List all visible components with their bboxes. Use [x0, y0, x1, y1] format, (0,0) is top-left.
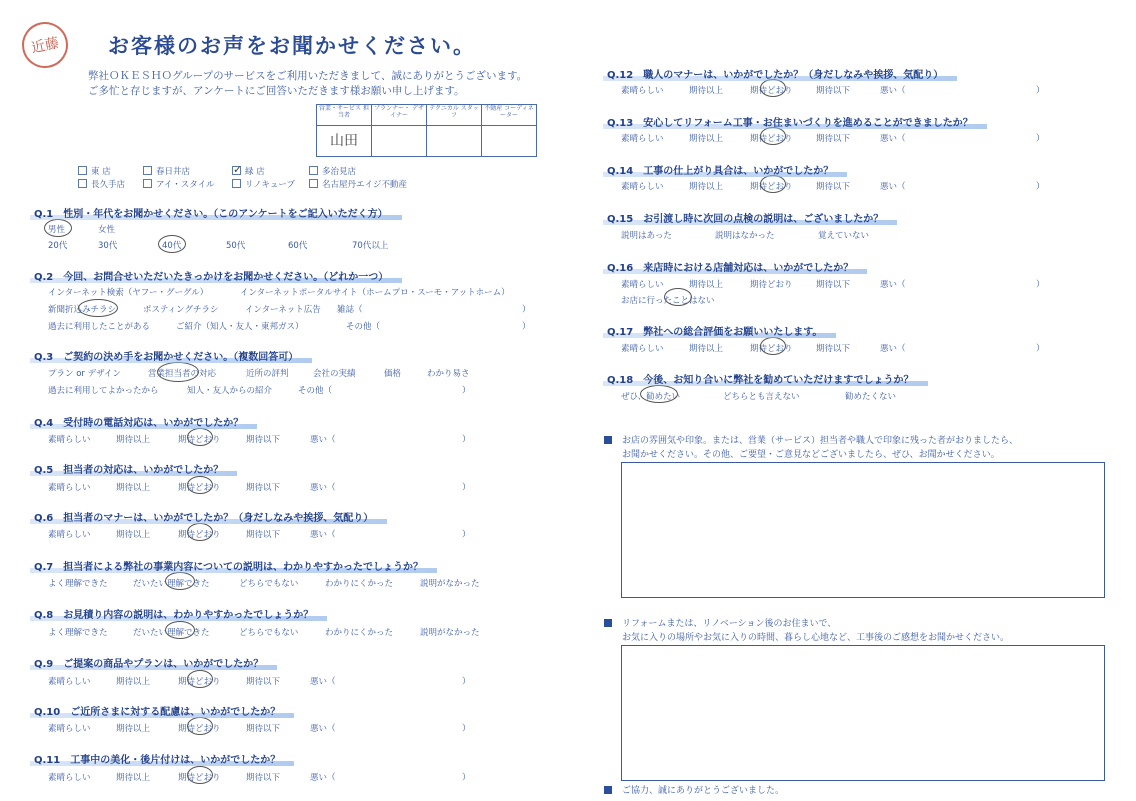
answer-option[interactable]: どちらでもない — [239, 579, 299, 589]
answer-option[interactable]: 期待以上 — [689, 280, 724, 290]
answer-option[interactable]: 知人・友人からの紹介 — [187, 386, 273, 396]
staff-header: プランナー・ デザイナー — [372, 105, 427, 126]
answer-option[interactable]: インターネット広告 — [245, 305, 321, 315]
answer-option[interactable]: 素晴らしい — [48, 724, 91, 734]
answer-option[interactable]: 期待どおり — [178, 773, 221, 783]
answer-option[interactable]: 素晴らしい — [48, 530, 91, 540]
answer-option[interactable]: わかりにくかった — [325, 628, 394, 638]
question-13: Q.13 安心してリフォーム工事・お住まいづくりを進めることができましたか？ — [607, 114, 973, 129]
answer-circle — [187, 717, 213, 735]
answer-option[interactable]: 期待以下 — [816, 344, 851, 354]
stamp-text: 近藤 — [29, 35, 61, 57]
bullet-icon — [604, 786, 612, 794]
answer-option[interactable]: 期待以上 — [689, 134, 724, 144]
answer-option: ） — [1036, 344, 1045, 354]
answer-option[interactable]: 期待以下 — [816, 86, 851, 96]
answer-circle — [664, 288, 692, 306]
answer-option[interactable]: 悪い（ — [310, 530, 336, 540]
answer-option[interactable]: 素晴らしい — [621, 86, 664, 96]
question-12: Q.12 職人のマナーは、いかがでしたか？（身だしなみや挨拶、気配り） — [607, 66, 943, 81]
answer-option[interactable]: 期待どおり — [750, 86, 793, 96]
answer-option: ） — [462, 677, 471, 687]
answer-option[interactable]: 期待以下 — [246, 677, 281, 687]
bullet-icon — [604, 619, 612, 627]
answer-option[interactable]: 悪い（ — [310, 483, 336, 493]
answer-option[interactable]: よく理解できた — [48, 579, 108, 589]
question-17: Q.17 弊社への総合評価をお願いいたします。 — [607, 323, 822, 338]
answer-option[interactable]: どちらでもない — [239, 628, 299, 638]
answer-option[interactable]: 素晴らしい — [48, 773, 91, 783]
answer-option[interactable]: 覚えていない — [818, 231, 870, 241]
answer-option[interactable]: その他（ — [346, 322, 381, 332]
question-7: Q.7 担当者による弊社の事業内容についての説明は、わかりやすかったでしょうか？ — [34, 558, 423, 573]
answer-option[interactable]: 期待以上 — [116, 435, 151, 445]
answer-circle — [760, 127, 786, 145]
answer-circle — [78, 299, 118, 317]
answer-option[interactable]: 期待以下 — [816, 134, 851, 144]
checkbox[interactable] — [78, 166, 87, 175]
answer-option[interactable]: その他（ — [298, 386, 333, 396]
answer-option[interactable]: よく理解できた — [48, 628, 108, 638]
answer-option[interactable]: 説明がなかった — [420, 579, 480, 589]
answer-circle — [187, 670, 213, 688]
store-option[interactable]: 名古屋丹エイジ不動産 — [309, 178, 407, 190]
answer-option[interactable]: プラン or デザイン — [48, 369, 122, 379]
checkbox[interactable] — [232, 179, 241, 188]
answer-option: ） — [462, 773, 471, 783]
answer-option: ） — [1036, 86, 1045, 96]
answer-option[interactable]: 期待どおり — [178, 483, 221, 493]
answer-option[interactable]: 期待以上 — [689, 182, 724, 192]
answer-option: ） — [1036, 280, 1045, 290]
intro-line-2: ご多忙と存じますが、アンケートにご回答いただきます様お願い申し上げます。 — [88, 85, 465, 97]
question-5: Q.5 担当者の対応は、いかがでしたか？ — [34, 461, 223, 476]
answer-option[interactable]: 悪い（ — [880, 280, 906, 290]
answer-option[interactable]: 雑誌（ — [337, 305, 363, 315]
answer-option[interactable]: インターネット検索（ヤフー・グーグル） — [48, 288, 209, 298]
staff-value[interactable] — [427, 126, 482, 157]
staff-value[interactable] — [482, 126, 537, 157]
answer-option: ） — [462, 386, 471, 396]
answer-option[interactable]: 悪い（ — [310, 677, 336, 687]
answer-option[interactable]: ぜひ、勧めたい — [621, 392, 681, 402]
answer-circle — [165, 621, 195, 639]
answer-option: ） — [1036, 182, 1045, 192]
answer-option[interactable]: 期待以下 — [816, 182, 851, 192]
answer-option[interactable]: 期待以上 — [116, 773, 151, 783]
store-option[interactable]: リノキューブ — [232, 178, 295, 190]
answer-option[interactable]: 女性 — [98, 225, 116, 235]
checkbox[interactable]: ✓ — [233, 163, 243, 176]
answer-option[interactable]: ポスティングチラシ — [143, 305, 219, 315]
question-16: Q.16 来店時における店舗対応は、いかがでしたか？ — [607, 259, 853, 274]
answer-option[interactable]: 期待以上 — [689, 86, 724, 96]
answer-option[interactable]: 期待以上 — [116, 530, 151, 540]
answer-option[interactable]: 悪い（ — [880, 134, 906, 144]
answer-option: ） — [462, 724, 471, 734]
question-10: Q.10 ご近所さまに対する配慮は、いかがでしたか？ — [34, 703, 280, 718]
answer-option[interactable]: お店に行ったことはない — [621, 296, 715, 306]
closing-message: ご協力、誠にありがとうございました。 — [622, 786, 785, 796]
answer-option[interactable]: 過去に利用したことがある — [48, 322, 151, 332]
answer-option[interactable]: 悪い（ — [310, 773, 336, 783]
page-title: お客様のお声をお聞かせください。 — [108, 34, 476, 58]
answer-option[interactable]: 会社の実績 — [313, 369, 356, 379]
answer-option[interactable]: 70代以上 — [352, 241, 389, 251]
checkbox[interactable] — [143, 179, 152, 188]
answer-option[interactable]: 20代 — [48, 241, 68, 251]
answer-option[interactable]: 悪い（ — [880, 344, 906, 354]
answer-circle — [158, 235, 186, 253]
store-option[interactable]: アイ・スタイル — [143, 178, 215, 190]
answer-option[interactable]: 素晴らしい — [621, 134, 664, 144]
answer-option[interactable]: 悪い（ — [310, 724, 336, 734]
answer-option[interactable]: 期待以下 — [246, 724, 281, 734]
answer-option[interactable]: 40代 — [162, 241, 182, 251]
intro-line-1: 弊社ＯＫＥＳＨＯグループのサービスをご利用いただきまして、誠にありがとうございます。 — [88, 70, 528, 82]
answer-option: ） — [522, 305, 531, 315]
answer-option[interactable]: 悪い（ — [880, 86, 906, 96]
answer-option[interactable]: ご紹介（知人・友人・東邦ガス） — [176, 322, 304, 332]
free-comment-1-prompt: お店の雰囲気や印象。または、営業（サービス）担当者や職人で印象に残った者がおりましたら、 — [622, 436, 1019, 446]
answer-option[interactable]: 価格 — [384, 369, 402, 379]
store-option[interactable]: 春日井店 — [143, 165, 190, 177]
store-option[interactable]: 多治見店 — [309, 165, 356, 177]
free-comment-1-prompt: お聞かせください。その他、ご要望・ご意見などございましたら、ぜひ、お聞かせください。 — [622, 450, 1000, 460]
answer-circle — [165, 572, 195, 590]
answer-option[interactable]: 期待どおり — [178, 530, 221, 540]
answer-option: ） — [462, 435, 471, 445]
answer-option[interactable]: 近所の評判 — [246, 369, 289, 379]
answer-option[interactable]: 期待以下 — [246, 483, 281, 493]
question-15: Q.15 お引渡し時に次回の点検の説明は、ございましたか？ — [607, 210, 883, 225]
answer-option[interactable]: わかり易さ — [427, 369, 470, 379]
answer-option[interactable]: 悪い（ — [310, 435, 336, 445]
answer-option[interactable]: だいたい理解できた — [133, 579, 210, 589]
answer-option[interactable]: 期待以上 — [116, 483, 151, 493]
answer-option[interactable]: 期待どおり — [750, 182, 793, 192]
question-8: Q.8 お見積り内容の説明は、わかりやすかったでしょうか？ — [34, 606, 313, 621]
answer-option[interactable]: 期待どおり — [750, 280, 793, 290]
checkbox[interactable] — [309, 166, 318, 175]
answer-option[interactable]: 素晴らしい — [621, 344, 664, 354]
answer-option[interactable]: 30代 — [98, 241, 118, 251]
answer-option[interactable]: 期待どおり — [178, 435, 221, 445]
answer-option[interactable]: 説明はあった — [621, 231, 672, 241]
staff-header: 不動産 コーディネーター — [482, 105, 537, 126]
answer-option[interactable]: わかりにくかった — [325, 579, 394, 589]
approval-stamp — [18, 18, 73, 73]
staff-header: テクニカル スタッフ — [427, 105, 482, 126]
question-6: Q.6 担当者のマナーは、いかがでしたか？（身だしなみや挨拶、気配り） — [34, 509, 373, 524]
answer-option[interactable]: 期待以下 — [816, 280, 851, 290]
answer-option[interactable]: 素晴らしい — [48, 435, 91, 445]
answer-option[interactable]: 期待どおり — [178, 677, 221, 687]
answer-circle — [760, 79, 786, 97]
store-option[interactable]: 長久手店 — [78, 178, 125, 190]
free-comment-2-box[interactable] — [621, 645, 1105, 781]
question-18: Q.18 今後、お知り合いに弊社を勧めていただけますでしょうか？ — [607, 371, 914, 386]
free-comment-1-box[interactable] — [621, 462, 1105, 598]
answer-option: ） — [462, 483, 471, 493]
answer-option[interactable]: 期待どおり — [178, 724, 221, 734]
answer-option: ） — [462, 530, 471, 540]
answer-option[interactable]: 期待どおり — [750, 134, 793, 144]
question-11: Q.11 工事中の美化・後片付けは、いかがでしたか？ — [34, 751, 280, 766]
staff-header: 営業・サービス 担当者 — [317, 105, 372, 126]
free-comment-2-prompt: お気に入りの場所やお気に入りの時間、暮らし心地など、工事後のご感想をお聞かせください。 — [622, 633, 1010, 643]
answer-option[interactable]: 男性 — [48, 225, 66, 235]
answer-circle — [44, 219, 72, 237]
answer-option[interactable]: 過去に利用してよかったから — [48, 386, 159, 396]
answer-circle — [187, 428, 213, 446]
answer-option[interactable]: 新聞折込みチラシ — [48, 305, 117, 315]
free-comment-2-prompt: リフォームまたは、リノベーション後のお住まいで、 — [622, 619, 837, 629]
answer-option[interactable]: 50代 — [226, 241, 246, 251]
question-9: Q.9 ご提案の商品やプランは、いかがでしたか？ — [34, 655, 263, 670]
answer-option[interactable]: 勧めたくない — [845, 392, 897, 402]
answer-circle — [760, 175, 786, 193]
answer-circle — [187, 766, 213, 784]
answer-option: ） — [1036, 134, 1045, 144]
answer-option[interactable]: インターネットポータルサイト（ホームプロ・スーモ・アットホーム） — [240, 288, 510, 298]
question-3: Q.3 ご契約の決め手をお聞かせください。（複数回答可） — [34, 348, 298, 363]
answer-option[interactable]: 期待以上 — [689, 344, 724, 354]
checkbox[interactable] — [78, 179, 87, 188]
answer-option[interactable]: だいたい理解できた — [133, 628, 210, 638]
answer-option[interactable]: 素晴らしい — [48, 483, 91, 493]
answer-option: ） — [522, 322, 531, 332]
question-14: Q.14 工事の仕上がり具合は、いかがでしたか？ — [607, 162, 833, 177]
answer-option[interactable]: 悪い（ — [880, 182, 906, 192]
answer-option[interactable]: 営業担当者の対応 — [148, 369, 217, 379]
answer-option[interactable]: 60代 — [288, 241, 308, 251]
answer-circle — [157, 362, 199, 382]
bullet-icon — [604, 436, 612, 444]
checkbox[interactable] — [309, 179, 318, 188]
answer-option[interactable]: 期待以下 — [246, 435, 281, 445]
answer-circle — [187, 523, 213, 541]
staff-value[interactable] — [372, 126, 427, 157]
store-option[interactable]: 東 店 — [78, 165, 111, 177]
question-2: Q.2 今回、お問合せいただいたきっかけをお聞かせください。（どれか一つ） — [34, 268, 388, 283]
answer-option[interactable]: 素晴らしい — [621, 182, 664, 192]
answer-option[interactable]: 期待どおり — [750, 344, 793, 354]
answer-option[interactable]: 期待以下 — [246, 773, 281, 783]
staff-table — [316, 104, 537, 157]
question-1: Q.1 性別・年代をお聞かせください。（このアンケートをご記入いただく方） — [34, 205, 388, 220]
answer-option[interactable]: 期待以下 — [246, 530, 281, 540]
answer-option[interactable]: 素晴らしい — [621, 280, 664, 290]
store-option[interactable]: ✓ 緑 店 — [233, 163, 265, 177]
checkbox[interactable] — [143, 166, 152, 175]
answer-circle — [760, 337, 786, 355]
answer-option[interactable]: どちらとも言えない — [723, 392, 800, 402]
staff-value[interactable]: 山田 — [317, 126, 372, 157]
answer-option[interactable]: 期待以上 — [116, 724, 151, 734]
answer-option[interactable]: 説明がなかった — [420, 628, 480, 638]
answer-option[interactable]: 素晴らしい — [48, 677, 91, 687]
answer-option[interactable]: 説明はなかった — [715, 231, 775, 241]
question-4: Q.4 受付時の電話対応は、いかがでしたか？ — [34, 414, 243, 429]
answer-option[interactable]: 期待以上 — [116, 677, 151, 687]
answer-circle — [187, 476, 213, 494]
answer-circle — [640, 385, 678, 403]
